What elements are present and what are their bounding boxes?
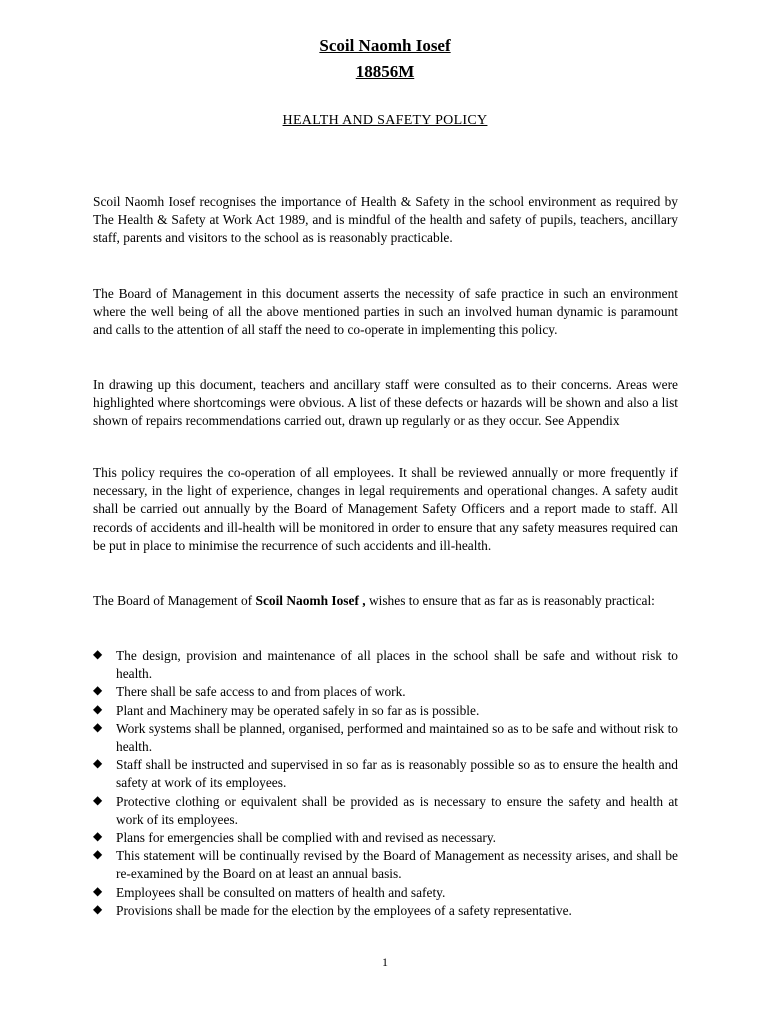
list-item: ◆ This statement will be continually revised by the Board of Management as necessity arises, and shall be re-examined by the Board on at least an annual basis. bbox=[93, 847, 678, 882]
paragraph-4: This policy requires the co-operation of all employees. It shall be reviewed annually or more frequently if necessary, in the light of experience, changes in legal requirements and operational changes. A safety audit shall be carried out annually by the Board of Management Safety Officers and a report made to staff. All records of accidents and ill-health will be monitored in order to ensure that any safety measures required can be put in place to minimise the recurrence of such accidents and ill-health. bbox=[93, 465, 678, 553]
diamond-bullet-icon: ◆ bbox=[93, 829, 103, 844]
diamond-bullet-icon: ◆ bbox=[93, 792, 103, 807]
roll-number: 18856M bbox=[355, 62, 415, 81]
intro-paragraph bbox=[93, 592, 678, 610]
intro-before: The Board of Management of bbox=[93, 593, 256, 608]
list-item: ◆ There shall be safe access to and from places of work. bbox=[93, 683, 406, 700]
list-item: ◆ Protective clothing or equivalent shall be provided as is necessary to ensure the safety and health at work of its employees. bbox=[93, 792, 678, 827]
list-item: ◆ Plant and Machinery may be operated safely in so far as is possible. bbox=[93, 701, 480, 718]
list-item: ◆ The design, provision and maintenance of all places in the school shall be safe and without risk to health. bbox=[93, 647, 678, 682]
diamond-bullet-icon: ◆ bbox=[93, 719, 103, 734]
policy-list bbox=[93, 647, 678, 920]
diamond-bullet-icon: ◆ bbox=[93, 847, 103, 862]
paragraph-1: Scoil Naomh Iosef recognises the importance of Health & Safety in the school environment as required by The Health & Safety at Work Act 1989, and is mindful of the health and safety of pupils, teachers, ancillary staff, parents and visitors to the school as is reasonably practicable. bbox=[93, 194, 678, 246]
diamond-bullet-icon: ◆ bbox=[93, 756, 103, 771]
diamond-bullet-icon: ◆ bbox=[93, 901, 103, 916]
page-number: 1 bbox=[382, 955, 388, 969]
list-item: ◆ Provisions shall be made for the election by the employees of a safety representative. bbox=[93, 901, 572, 918]
list-item: ◆ Staff shall be instructed and supervised in so far as is reasonably possible so as to ensure the health and safety at work of its employees. bbox=[93, 756, 678, 791]
policy-title: HEALTH AND SAFETY POLICY bbox=[282, 113, 488, 128]
paragraph-2: The Board of Management in this document asserts the necessity of safe practice in such an environment where the well being of all the above mentioned parties in such an involved human dynamic is paramount and calls to the attention of all staff the need to co-operate in implementing this policy. bbox=[93, 286, 678, 338]
school-name: Scoil Naomh Iosef bbox=[319, 36, 451, 55]
diamond-bullet-icon: ◆ bbox=[93, 883, 103, 898]
diamond-bullet-icon: ◆ bbox=[93, 647, 103, 661]
list-item: ◆ Plans for emergencies shall be complied with and revised as necessary. bbox=[93, 829, 497, 846]
paragraph-3: In drawing up this document, teachers and ancillary staff were consulted as to their concerns. Areas were highlighted where shortcomings were obvious. A list of these defects or hazards will be shown and also a list shown of repairs recommendations carried out, drawn up regularly or as they occur. See Appendix bbox=[93, 377, 678, 429]
diamond-bullet-icon: ◆ bbox=[93, 701, 103, 716]
list-item: ◆ Work systems shall be planned, organised, performed and maintained so as to be safe and without risk to health. bbox=[93, 719, 678, 755]
intro-school-name: Scoil Naomh Iosef , bbox=[255, 593, 366, 608]
intro-after: wishes to ensure that as far as is reasonably practical: bbox=[365, 593, 655, 608]
list-item: ◆ Employees shall be consulted on matters of health and safety. bbox=[93, 883, 446, 900]
diamond-bullet-icon: ◆ bbox=[93, 683, 103, 698]
